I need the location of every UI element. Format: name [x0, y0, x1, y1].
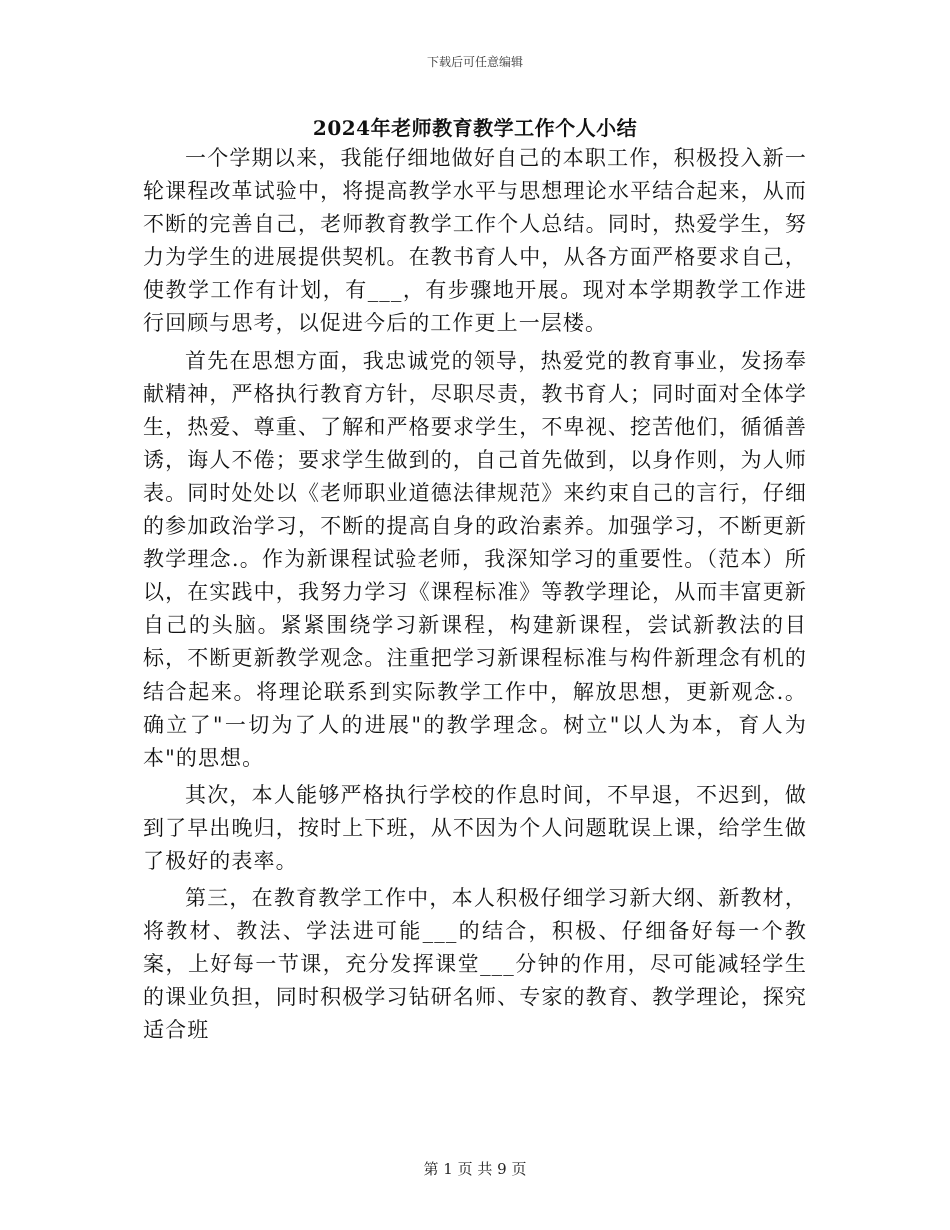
document-title: 2024年老师教育教学工作个人小结 — [312, 116, 638, 140]
paragraph-1: 一个学期以来，我能仔细地做好自己的本职工作，积极投入新一轮课程改革试验中，将提高教学水平与思想理论水平结合起来，从而不断的完善自己，老师教育教学工作个人总结。同时，热爱学生，努力为学生的进展提供契机。在教书育人中，从各方面严格要求自己，使教学工作有计划，有___，有步骤地开展。现对本学期教学工作进行回顾与思考，以促进今后的工作更上一层楼。 — [143, 146, 807, 336]
page-number-footer: 第 1 页 共 9 页 — [423, 1160, 527, 1178]
paragraph-3: 其次，本人能够严格执行学校的作息时间，不早退，不迟到，做到了早出晚归，按时上下班，从不因为个人问题耽误上课，给学生做了极好的表率。 — [143, 782, 807, 873]
document-body — [143, 142, 807, 1052]
paragraph-4: 第三，在教育教学工作中，本人积极仔细学习新大纲、新教材，将教材、教法、学法进可能___的结合，积极、仔细备好每一个教案，上好每一节课，充分发挥课堂___分钟的作用，尽可能减轻学生的课业负担，同时积极学习钻研名师、专家的教育、教学理论，探究适合班 — [143, 886, 807, 1043]
page-header-note: 下载后可任意编辑 — [426, 55, 523, 69]
paragraph-2: 首先在思想方面，我忠诚党的领导，热爱党的教育事业，发扬奉献精神，严格执行教育方针，尽职尽责，教书育人；同时面对全体学生，热爱、尊重、了解和严格要求学生，不卑视、挖苦他们，循循善诱，诲人不倦；要求学生做到的，自己首先做到，以身作则，为人师表。同时处处以《老师职业道德法律规范》来约束自己的言行，仔细的参加政治学习，不断的提高自身的政治素养。加强学习，不断更新教学理念.。作为新课程试验老师，我深知学习的重要性。（范本）所以，在实践中，我努力学习《课程标准》等教学理论，从而丰富更新自己的头脑。紧紧围绕学习新课程，构建新课程，尝试新教法的目标，不断更新教学观念。注重把学习新课程标准与构件新理念有机的结合起来。将理论联系到实际教学工作中，解放思想，更新观念.。确立了"一切为了人的进展"的教学理念。树立"以人为本，育人为本"的思想。 — [143, 348, 807, 770]
